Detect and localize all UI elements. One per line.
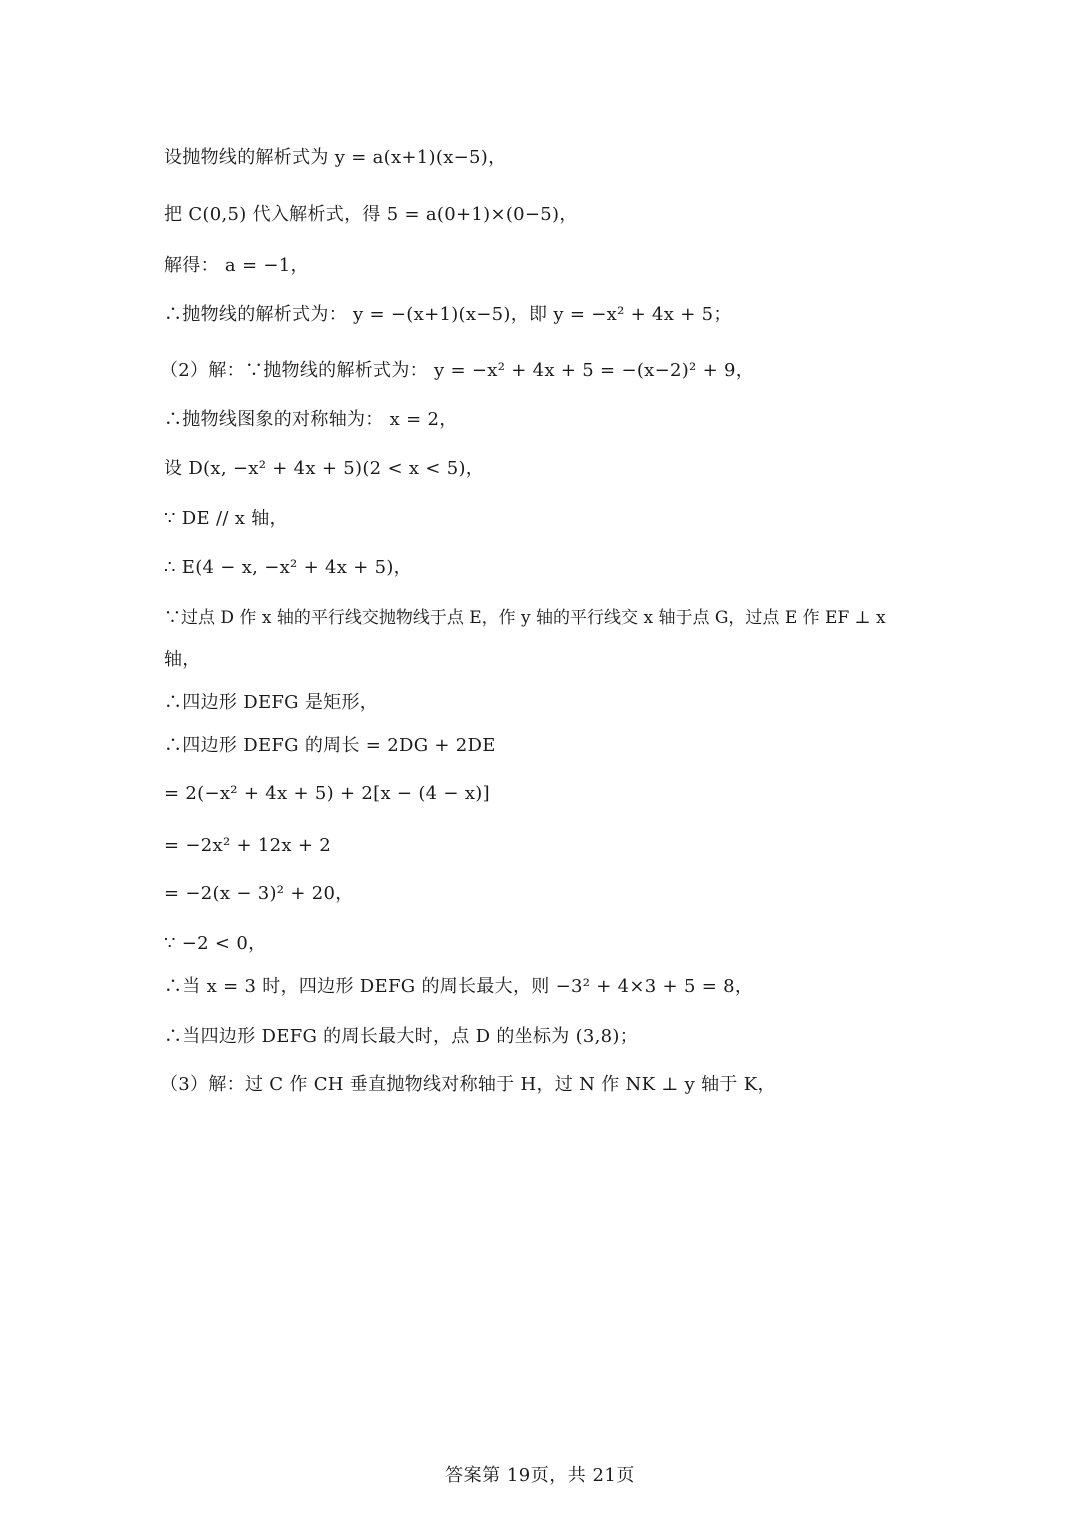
- text-line-15: = −2x² + 12x + 2: [164, 835, 332, 856]
- text-line-17: ∵ −2 < 0，: [164, 933, 267, 954]
- text-line-1: 设抛物线的解析式为 y = a(x+1)(x−5)，: [164, 147, 507, 168]
- text-line-6: ∴抛物线图象的对称轴为： x = 2，: [164, 409, 458, 430]
- text-line-12: ∴四边形 DEFG 是矩形，: [164, 692, 379, 713]
- text-line-11: 轴，: [164, 649, 201, 670]
- text-line-7: 设 D(x, −x² + 4x + 5)(2 < x < 5)，: [164, 458, 485, 479]
- text-line-18: ∴当 x = 3 时，四边形 DEFG 的周长最大，则 −3² + 4×3 + 5 = 8，: [164, 976, 754, 997]
- text-line-19: ∴当四边形 DEFG 的周长最大时，点 D 的坐标为 (3,8)；: [164, 1026, 639, 1047]
- text-line-10: ∵过点 D 作 x 轴的平行线交抛物线于点 E，作 y 轴的平行线交 x 轴于点 G，过点 E 作 EF ⊥ x: [164, 608, 886, 628]
- text-line-2: 把 C(0,5) 代入解析式，得 5 = a(0+1)×(0−5)，: [164, 204, 578, 225]
- text-line-5: （2）解：∵抛物线的解析式为： y = −x² + 4x + 5 = −(x−2)² + 9，: [160, 360, 755, 381]
- text-line-8: ∵ DE // x 轴，: [164, 508, 288, 529]
- text-line-9: ∴ E(4 − x, −x² + 4x + 5)，: [164, 557, 412, 578]
- text-line-20: （3）解：过 C 作 CH 垂直抛物线对称轴于 H，过 N 作 NK ⊥ y 轴于 K，: [160, 1074, 776, 1095]
- text-line-16: = −2(x − 3)² + 20，: [164, 883, 354, 904]
- text-line-14: = 2(−x² + 4x + 5) + 2[x − (4 − x)]: [164, 783, 490, 804]
- text-line-3: 解得： a = −1，: [164, 255, 309, 276]
- page-footer: 答案第 19页，共 21页: [445, 1465, 635, 1486]
- text-line-4: ∴抛物线的解析式为： y = −(x+1)(x−5)，即 y = −x² + 4x + 5；: [164, 304, 732, 325]
- text-line-13: ∴四边形 DEFG 的周长 = 2DG + 2DE: [164, 735, 496, 756]
